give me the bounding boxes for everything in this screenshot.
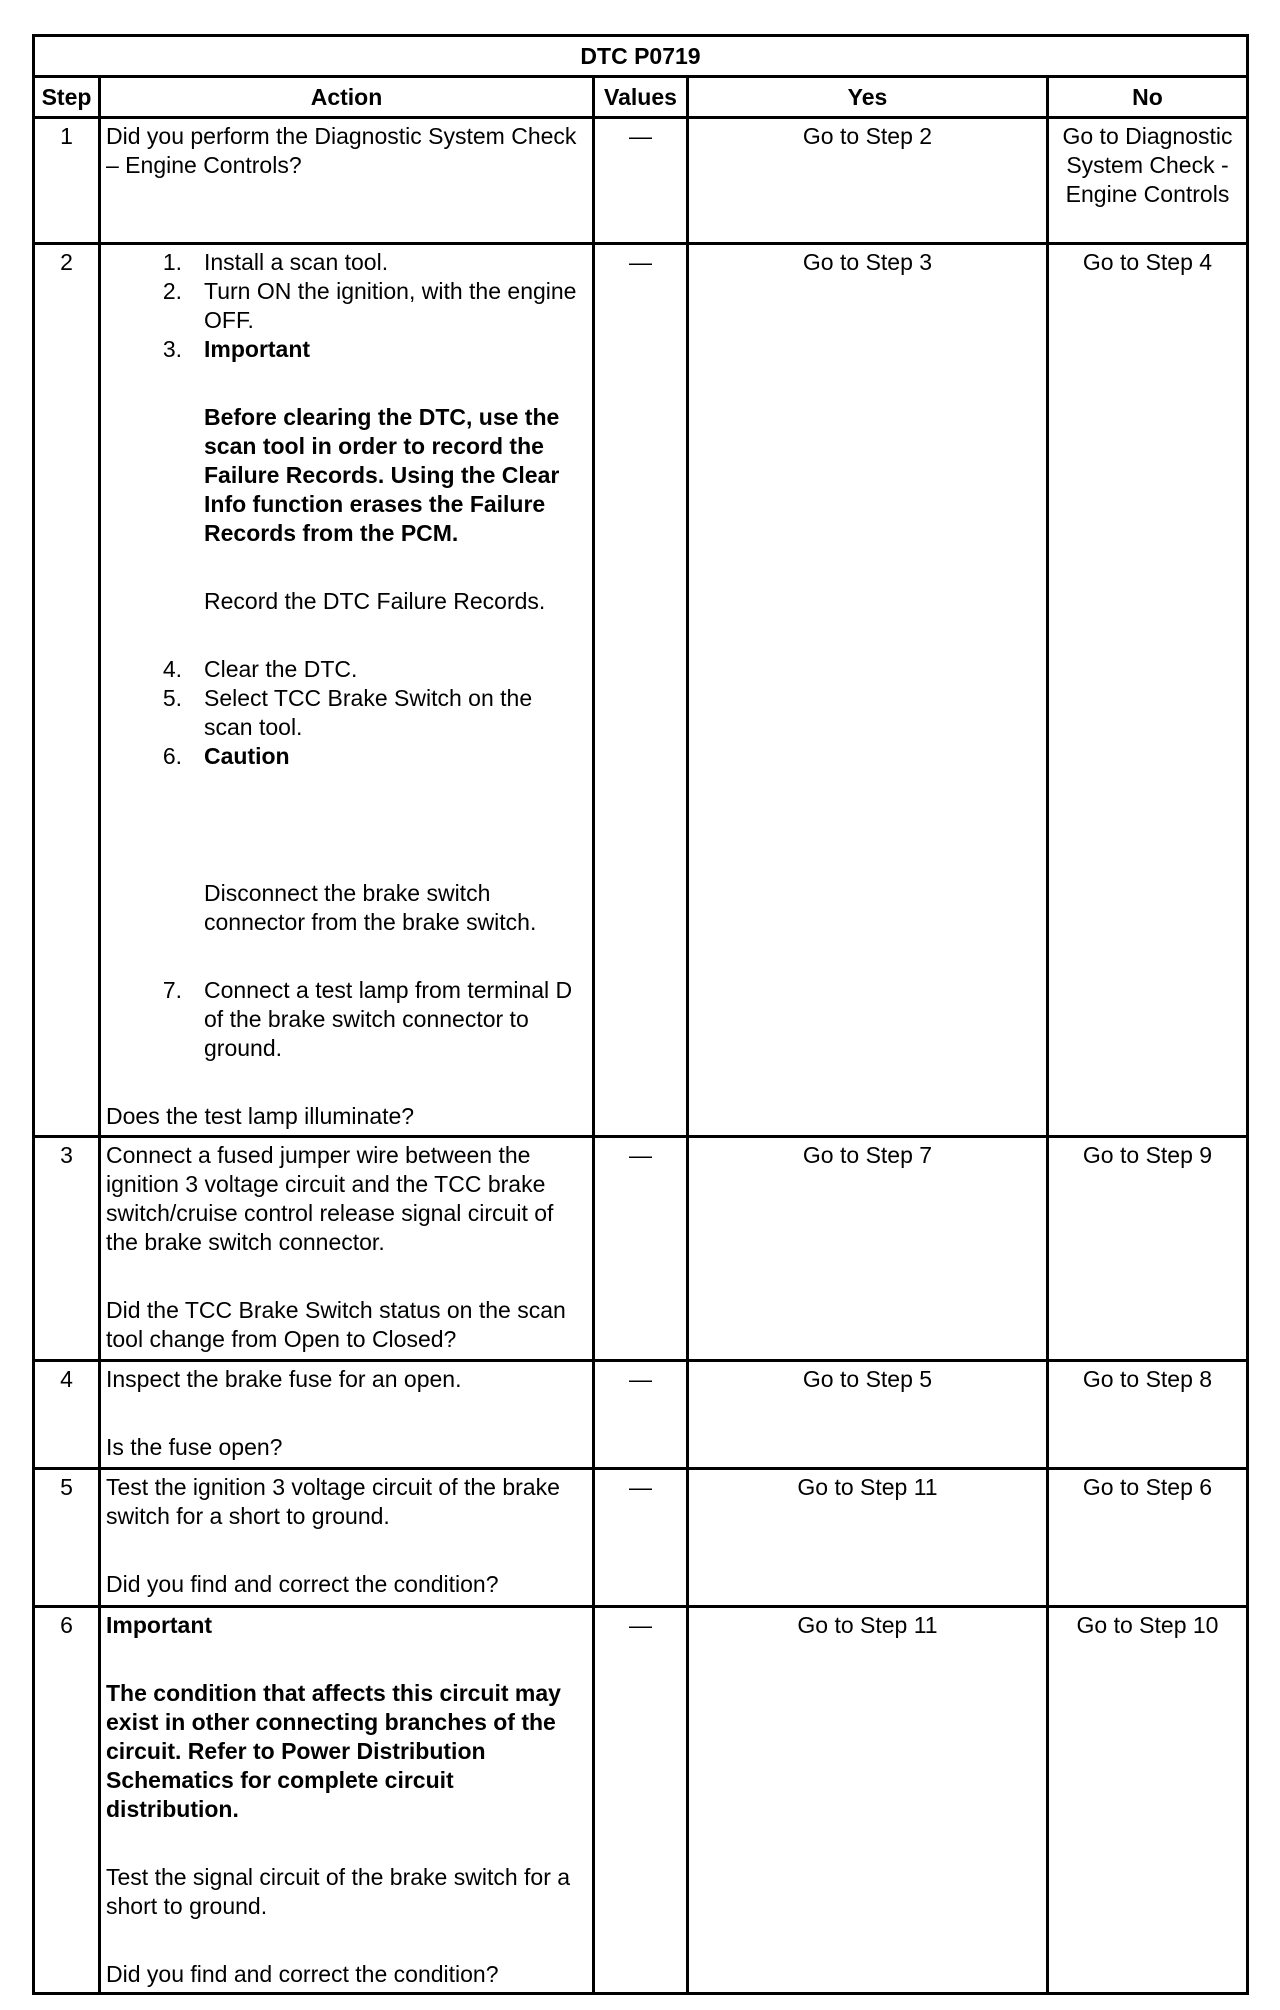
step-number: 1 bbox=[34, 118, 100, 244]
question-text: Did the TCC Brake Switch status on the scan tool change from Open to Closed? bbox=[106, 1297, 566, 1352]
yes-text: Go to Step 3 bbox=[688, 244, 1048, 1137]
action-cell bbox=[100, 1469, 594, 1607]
item-number: 5. bbox=[162, 685, 182, 711]
no-text: Go to Step 9 bbox=[1048, 1137, 1248, 1361]
action-text: Test the ignition 3 voltage circuit of the brake switch for a short to ground. bbox=[106, 1474, 560, 1529]
item-number: 1. bbox=[162, 249, 182, 275]
no-text: Go to Step 6 bbox=[1048, 1469, 1248, 1607]
procedure-list-3 bbox=[106, 976, 587, 1063]
table-row-step-3 bbox=[34, 1137, 1248, 1361]
table-title: DTC P0719 bbox=[34, 36, 1248, 77]
action-text: Did you perform the Diagnostic System Check – Engine Controls? bbox=[100, 118, 594, 244]
question-text: Did you find and correct the condition? bbox=[106, 1571, 499, 1597]
values-text: — bbox=[594, 1137, 688, 1361]
action-cell bbox=[100, 1137, 594, 1361]
action-cell bbox=[100, 1607, 594, 1994]
action-cell bbox=[100, 1361, 594, 1469]
action-cell bbox=[100, 244, 594, 1137]
list-item bbox=[152, 248, 587, 277]
values-text: — bbox=[594, 1469, 688, 1607]
header-step: Step bbox=[34, 77, 100, 118]
item-text: Install a scan tool. bbox=[204, 249, 389, 275]
values-text: — bbox=[594, 244, 688, 1137]
list-item bbox=[152, 277, 587, 335]
table-row-step-4 bbox=[34, 1361, 1248, 1469]
yes-text: Go to Step 7 bbox=[688, 1137, 1048, 1361]
question-text: Does the test lamp illuminate? bbox=[106, 1103, 415, 1129]
table-row-step-1 bbox=[34, 118, 1248, 244]
question-text: Did you find and correct the condition? bbox=[106, 1961, 499, 1987]
dtc-table bbox=[32, 34, 1249, 1995]
yes-text: Go to Step 11 bbox=[688, 1469, 1048, 1607]
item-text: Clear the DTC. bbox=[204, 656, 358, 682]
item-number: 7. bbox=[162, 977, 182, 1003]
question-text: Is the fuse open? bbox=[106, 1434, 283, 1460]
item-text: Select TCC Brake Switch on the scan tool. bbox=[204, 685, 533, 740]
no-text: Go to Step 10 bbox=[1048, 1607, 1248, 1994]
important-label: Important bbox=[106, 1612, 213, 1638]
item-text: Connect a test lamp from terminal D of the brake switch connector to ground. bbox=[204, 977, 573, 1061]
item-number: 4. bbox=[162, 656, 182, 682]
disconnect-text: Disconnect the brake switch connector from the brake switch. bbox=[204, 880, 537, 935]
header-action: Action bbox=[100, 77, 594, 118]
item-text: Turn ON the ignition, with the engine OFF. bbox=[204, 278, 577, 333]
no-text: Go to Diagnostic System Check - Engine Controls bbox=[1048, 118, 1248, 244]
list-item bbox=[152, 684, 587, 742]
header-yes: Yes bbox=[688, 77, 1048, 118]
item-text: Important bbox=[204, 336, 311, 362]
header-values: Values bbox=[594, 77, 688, 118]
step-number: 4 bbox=[34, 1361, 100, 1469]
yes-text: Go to Step 2 bbox=[688, 118, 1048, 244]
yes-text: Go to Step 11 bbox=[688, 1607, 1048, 1994]
table-row-step-2 bbox=[34, 244, 1248, 1137]
action-text: Inspect the brake fuse for an open. bbox=[106, 1366, 462, 1392]
action-text: Connect a fused jumper wire between the ignition 3 voltage circuit and the TCC brake switch/cruise control release signal circuit of the brake switch connector. bbox=[106, 1142, 554, 1255]
list-item bbox=[152, 655, 587, 684]
values-text: — bbox=[594, 1607, 688, 1994]
values-text: — bbox=[594, 118, 688, 244]
item-text: Caution bbox=[204, 743, 290, 769]
important-note: Before clearing the DTC, use the scan tool in order to record the Failure Records. Using the Clear Info function erases the Failure Records from the PCM. bbox=[204, 404, 560, 546]
header-no: No bbox=[1048, 77, 1248, 118]
procedure-list bbox=[106, 248, 587, 364]
action-text: Test the signal circuit of the brake switch for a short to ground. bbox=[106, 1864, 571, 1919]
important-note: The condition that affects this circuit may exist in other connecting branches of the circuit. Refer to Power Distribution Schematics for complete circuit distribution. bbox=[106, 1680, 561, 1822]
step-number: 5 bbox=[34, 1469, 100, 1607]
item-number: 2. bbox=[162, 278, 182, 304]
step-number: 2 bbox=[34, 244, 100, 1137]
table-row-step-6 bbox=[34, 1607, 1248, 1994]
step-number: 3 bbox=[34, 1137, 100, 1361]
item-number: 3. bbox=[162, 336, 182, 362]
no-text: Go to Step 8 bbox=[1048, 1361, 1248, 1469]
no-text: Go to Step 4 bbox=[1048, 244, 1248, 1137]
step-number: 6 bbox=[34, 1607, 100, 1994]
record-text: Record the DTC Failure Records. bbox=[204, 588, 546, 614]
item-number: 6. bbox=[162, 743, 182, 769]
title-row bbox=[34, 36, 1248, 77]
list-item bbox=[152, 742, 587, 771]
header-row bbox=[34, 77, 1248, 118]
list-item bbox=[152, 335, 587, 364]
list-item bbox=[152, 976, 587, 1063]
values-text: — bbox=[594, 1361, 688, 1469]
yes-text: Go to Step 5 bbox=[688, 1361, 1048, 1469]
procedure-list-2 bbox=[106, 655, 587, 771]
table-row-step-5 bbox=[34, 1469, 1248, 1607]
